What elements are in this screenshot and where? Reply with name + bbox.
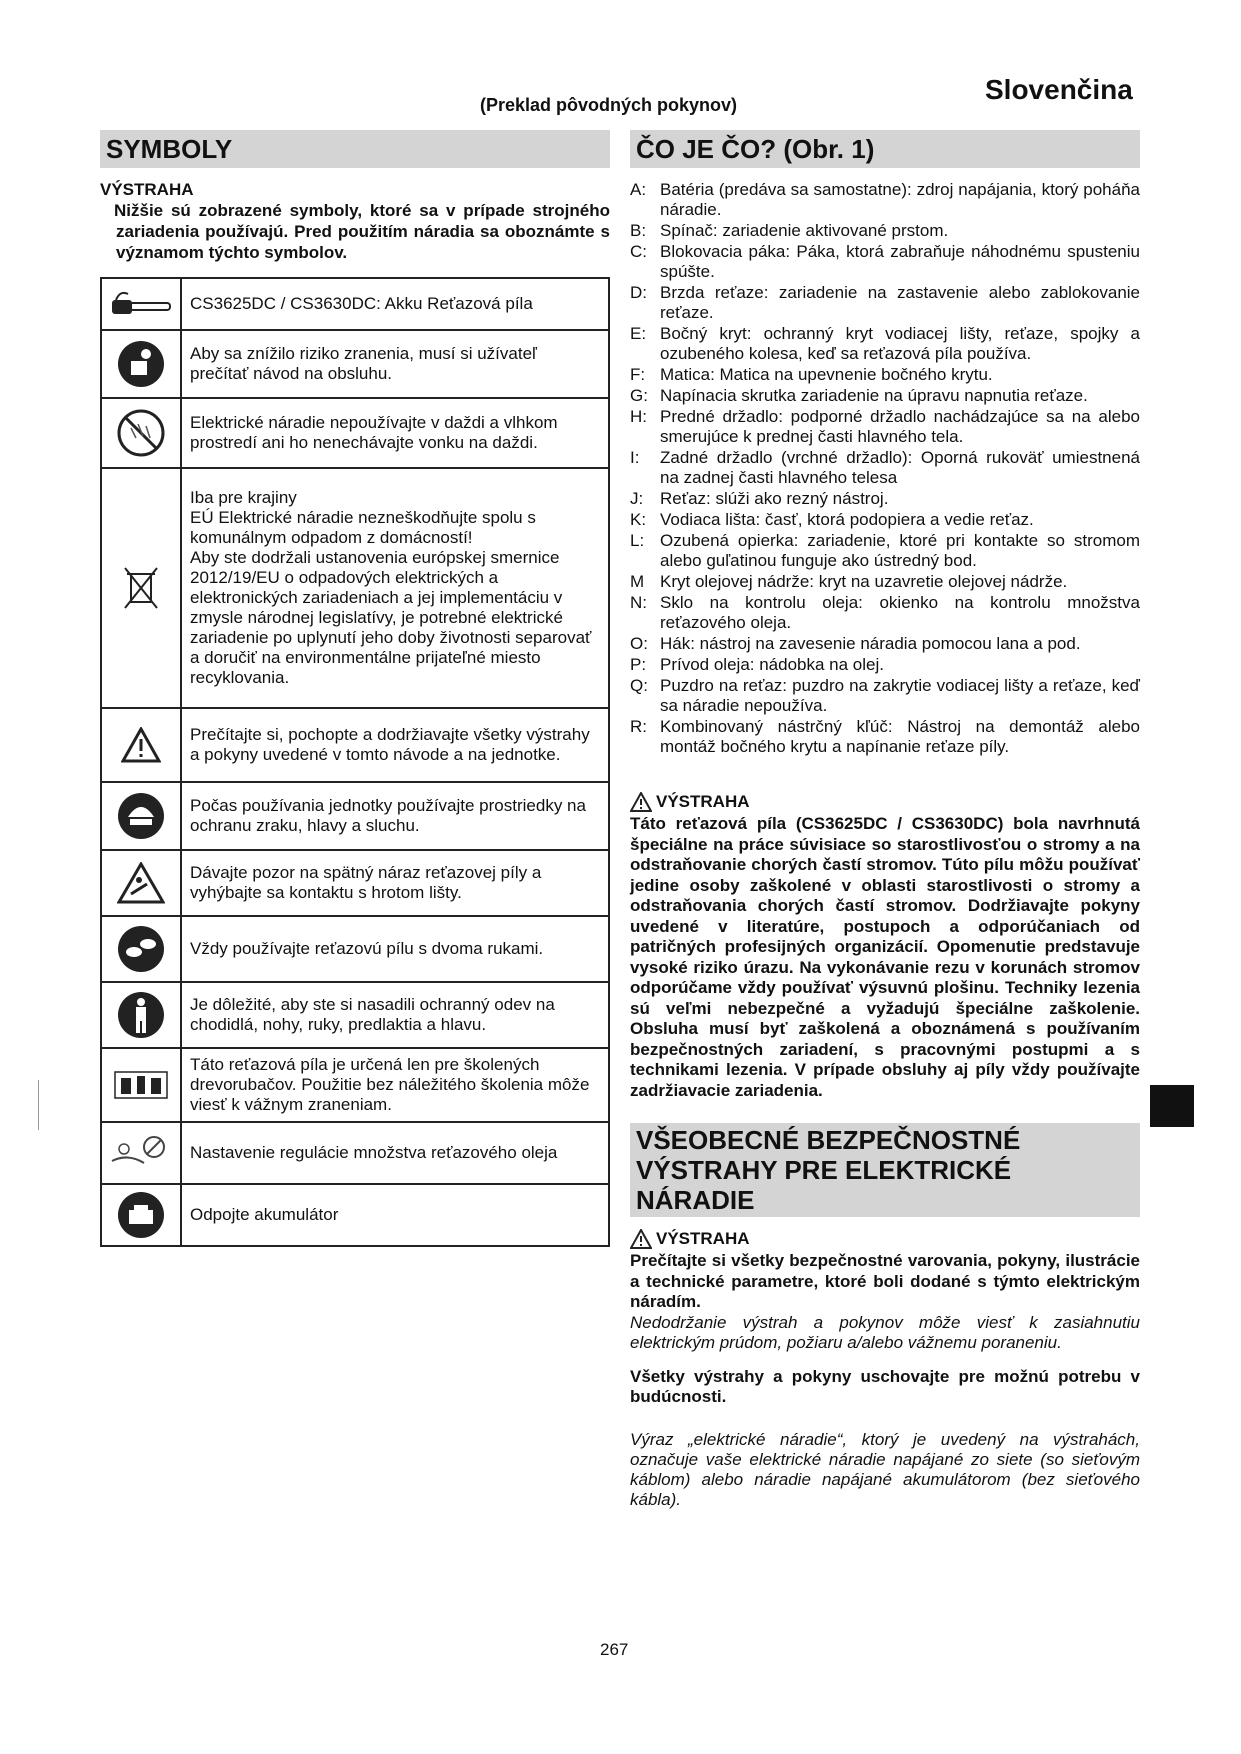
keep-instructions-text: Všetky výstrahy a pokyny uschovajte pre možnú potrebu v budúcnosti. (630, 1366, 1140, 1406)
warning-triangle-icon (630, 1229, 652, 1249)
warning-triangle-icon (101, 708, 181, 782)
subtitle: (Preklad pôvodných pokynov) (480, 95, 738, 115)
table-row (101, 330, 609, 398)
section-tab-marker (1150, 1085, 1194, 1127)
kickback-icon (101, 850, 181, 916)
table-row (101, 982, 609, 1048)
battery-remove-icon (101, 1184, 181, 1246)
table-row (101, 708, 609, 782)
table-row (101, 1184, 609, 1246)
no-rain-icon (101, 398, 181, 468)
general-warning-heading (630, 1229, 1140, 1249)
symbol-text: Táto reťazová píla je určená len pre školených drevorubačov. Použitie bez náležitého školenia môže viesť k vážnym zraneniam. (181, 1048, 609, 1122)
general-warning-bold: Prečítajte si všetky bezpečnostné varovania, pokyny, ilustrácie a technické parametre, ktoré boli dodané s týmto elektrickým náradím. (630, 1251, 1140, 1311)
list-item: E: Bočný kryt: ochranný kryt vodiacej lišty, reťaze, spojky a ozubeného kolesa, keď sa reťazová píla používa. (630, 324, 1140, 363)
two-hands-icon (101, 916, 181, 982)
list-item: O: Hák: nástroj na zavesenie náradia pomocou lana a pod. (630, 634, 1081, 653)
symbols-table (100, 277, 610, 1247)
list-item: H: Predné držadlo: podporné držadlo nachádzajúce sa na alebo smerujúce k prednej časti hlavného tela. (630, 407, 1140, 446)
list-item: G: Napínacia skrutka zariadenie na úpravu napnutia reťaze. (630, 386, 1088, 405)
chainsaw-warning-label: VÝSTRAHA (656, 792, 750, 811)
symbol-text: Je dôležité, aby ste si nasadili ochranný odev na chodidlá, nohy, ruky, predlaktia a hlavu. (181, 982, 609, 1048)
list-item: M Kryt olejovej nádrže: kryt na uzavretie olejovej nádrže. (630, 572, 1068, 591)
table-row (101, 782, 609, 850)
table-row (101, 278, 609, 330)
symbol-text: Odpojte akumulátor (181, 1184, 609, 1246)
symbol-text: Prečítajte si, pochopte a dodržiavajte všetky výstrahy a pokyny uvedené v tomto návode a na jednotke. (181, 708, 609, 782)
general-safety-title: VŠEOBECNÉ BEZPEČNOSTNÉ VÝSTRAHY PRE ELEKTRICKÉ NÁRADIE (630, 1123, 1140, 1217)
read-manual-icon (101, 330, 181, 398)
trained-users-icon (101, 1048, 181, 1122)
list-item: I: Zadné držadlo (vrchné držadlo): Oporná rukoväť umiestnená na zadnej časti hlavného telesa (630, 448, 1140, 487)
symbol-text: Dávajte pozor na spätný náraz reťazovej píly a vyhýbajte sa kontaktu s hrotom lišty. (181, 850, 609, 916)
weee-bin-icon (101, 468, 181, 708)
general-warning-label: VÝSTRAHA (656, 1229, 750, 1248)
list-item: A: Batéria (predáva sa samostatne): zdroj napájania, ktorý poháňa náradie. (630, 180, 1140, 219)
language-label: Slovenčina (985, 74, 1133, 105)
list-item: B: Spínač: zariadenie aktivované prstom. (630, 221, 949, 240)
list-item: N: Sklo na kontrolu oleja: okienko na kontrolu množstva reťazového oleja. (630, 593, 1140, 632)
parts-list (630, 180, 1140, 757)
chainsaw-icon (101, 278, 181, 330)
table-row (101, 468, 609, 708)
list-item: R: Kombinovaný nástrčný kľúč: Nástroj na demontáž alebo montáž bočného krytu a napínanie reťaze píly. (630, 717, 1140, 756)
protective-clothing-icon (101, 982, 181, 1048)
list-item: Q: Puzdro na reťaz: puzdro na zakrytie vodiacej lišty a reťaze, keď sa náradie nepoužíva. (630, 676, 1140, 715)
symbol-text: Počas používania jednotky používajte prostriedky na ochranu zraku, hlavy a sluchu. (181, 782, 609, 850)
margin-line (38, 1080, 39, 1130)
left-column (100, 130, 610, 1247)
general-warning-italic: Nedodržanie výstrah a pokynov môže viesť k zasiahnutiu elektrickým prúdom, požiaru a/alebo vážnemu poraneniu. (630, 1312, 1140, 1352)
table-row (101, 398, 609, 468)
symbol-text: Aby sa znížilo riziko zranenia, musí si užívateľ prečítať návod na obsluhu. (181, 330, 609, 398)
symbol-text: Iba pre krajiny EÚ Elektrické náradie nezneškodňujte spolu s komunálnym odpadom z domácností! Aby ste dodržali ustanovenia európskej smernice 2012/19/EU o odpadových elektrických a elektronických zariadeniach a jej implementáciu v zmysle národnej legislatívy, je potrebné elektrické zariadenie po uplynutí jeho doby životnosti separovať a doručiť na environmentálne prijateľné miesto recyklovania. (181, 468, 609, 708)
list-item: P: Prívod oleja: nádobka na olej. (630, 655, 884, 674)
list-item: J: Reťaz: slúži ako rezný nástroj. (630, 489, 889, 508)
table-row (101, 850, 609, 916)
symbol-text: Nastavenie regulácie množstva reťazového oleja (181, 1122, 609, 1184)
page-number: 267 (600, 1640, 629, 1659)
definition-text: Výraz „elektrické náradie“, ktorý je uvedený na výstrahách, označuje vaše elektrické náradie napájané zo siete (so sieťovým káblom) alebo náradie napájané akumulátorom (bez sieťového kábla). (630, 1429, 1140, 1509)
symbol-text: Elektrické náradie nepoužívajte v daždi a vlhkom prostredí ani ho nenechávajte vonku na daždi. (181, 398, 609, 468)
symbol-text: Vždy používajte reťazovú pílu s dvoma rukami. (181, 916, 609, 982)
oil-adjust-icon (101, 1122, 181, 1184)
table-row (101, 916, 609, 982)
list-item: L: Ozubená opierka: zariadenie, ktoré pri kontakte so stromom alebo guľatinou funguje ako ústredný bod. (630, 531, 1140, 570)
chainsaw-warning-text: Táto reťazová píla (CS3625DC / CS3630DC) bola navrhnutá špeciálne na práce súvisiace so starostlivosťou o stromy a na odstraňovanie chorých častí stromov. Túto pílu môžu používať jedine osoby zaškolené v oblasti starostlivosti o stromy a odstraňovania chorých častí stromov. Dodržiavajte pokyny uvedené v literatúre, postupoch a odporúčaniach od patričných profesijných organizácií. Opomenutie predstavuje vysoké riziko úrazu. Na vykonávanie rezu v korunách stromov odporúčame vždy používať výsuvnú plošinu. Techniky lezenia sú veľmi nebezpečné a vyžadujú špeciálne zaškolenie. Obsluha musí byť zaškolená a oboznámená s používaním bezpečnostných zariadení, s pracovnými postupmi a s technikami lezenia. V prípade obsluhy aj píly vždy používajte zadržiavacie zariadenia. (630, 814, 1140, 1100)
what-is-what-title: ČO JE ČO? (Obr. 1) (630, 130, 1140, 168)
table-row (101, 1048, 609, 1122)
helmet-icon (101, 782, 181, 850)
symbol-text: CS3625DC / CS3630DC: Akku Reťazová píla (181, 278, 609, 330)
list-item: K: Vodiaca lišta: časť, ktorá podopiera a vedie reťaz. (630, 510, 1034, 529)
symbols-title: SYMBOLY (100, 130, 610, 168)
list-item: F: Matica: Matica na upevnenie bočného krytu. (630, 365, 993, 384)
list-item: D: Brzda reťaze: zariadenie na zastavenie alebo zablokovanie reťaze. (630, 283, 1140, 322)
symbols-warning-label: VÝSTRAHA (100, 180, 194, 199)
list-item: C: Blokovacia páka: Páka, ktorá zabraňuje náhodnému spusteniu spúšte. (630, 242, 1140, 281)
symbols-warning-text: Nižšie sú zobrazené symboly, ktoré sa v prípade strojného zariadenia používajú. Pred použitím náradia sa oboznámte s významom týchto symbolov. (114, 201, 610, 262)
chainsaw-warning-heading (630, 792, 1140, 812)
right-column (630, 130, 1140, 1510)
table-row (101, 1122, 609, 1184)
warning-triangle-icon (630, 792, 652, 812)
